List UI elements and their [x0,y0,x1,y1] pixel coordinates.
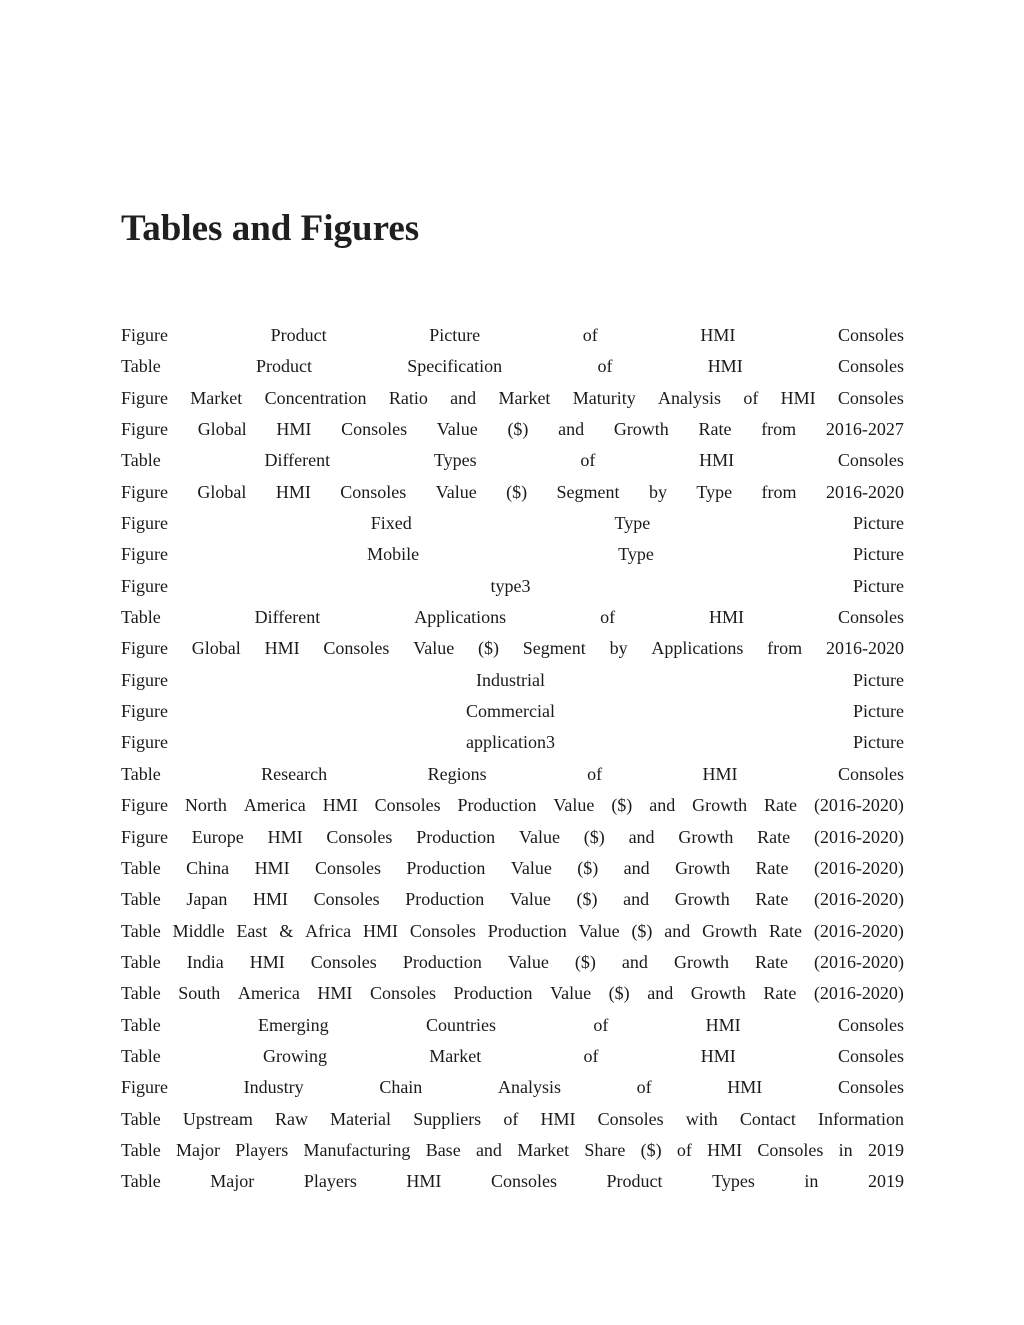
list-item-word: by [609,638,628,659]
list-item-word: Consoles [313,889,380,910]
list-item-word: from [767,638,803,659]
list-item-word: Global [197,481,247,502]
list-item-word: and [621,951,648,972]
list-item-word: Chain [379,1077,423,1098]
list-item [121,508,904,539]
list-item-word: 2016-2027 [825,419,904,440]
list-item [121,1072,904,1103]
list-item-word: from [761,419,797,440]
list-item-word: Different [254,607,321,628]
list-item-word: Consoles [369,983,436,1004]
list-item-word: Commercial [466,701,555,722]
list-item-word: Figure [121,387,168,408]
list-item-word: Production [402,951,482,972]
list-item-word: Consoles [837,325,904,345]
list-item [121,759,904,790]
list-item-word: & [279,920,294,941]
list-item-word: Value [413,638,455,659]
list-item-word: Manufacturing [303,1139,411,1160]
list-item-word: ($) [576,889,598,910]
list-item [121,1104,904,1135]
list-item-word: of [597,356,613,377]
list-item [121,978,904,1009]
list-item [121,947,904,978]
list-item-word: Maturity [572,387,636,408]
table-of-figures-list [121,320,904,1198]
list-item-word: China [186,857,230,878]
list-item-word: ($) [577,857,599,878]
list-item-word: East [236,920,268,941]
list-item-word: Types [712,1171,755,1192]
list-item [121,696,904,727]
list-item-word: Concentration [264,387,367,408]
list-item-word: HMI [707,1139,743,1160]
list-item-word: Table [121,951,161,972]
list-item-word: Figure [121,795,168,816]
list-item-word: Analysis [497,1077,561,1098]
list-item-word: America [243,795,306,816]
list-item-word: HMI [254,857,290,878]
list-item-word: Growth [692,795,748,816]
list-item-word: Picture [853,669,904,690]
list-item-word: HMI [317,983,353,1004]
list-item-word: Japan [186,889,228,910]
list-item-word: Table [121,607,161,628]
list-item-word: Players [303,1171,357,1192]
list-item-word: HMI [780,387,816,408]
list-item-word: Figure [121,701,168,722]
list-item-word: 2019 [867,1171,904,1192]
list-item-word: Growth [674,889,730,910]
list-item-word: Table [121,356,161,377]
list-item-word: Major [175,1139,220,1160]
list-item [121,853,904,884]
list-item-word: of [587,763,603,784]
list-item-word: Growth [613,419,669,440]
list-item-word: Market [429,1045,482,1066]
list-item-word: Product [255,356,312,377]
list-item-word: Consoles [837,387,904,408]
list-item-word: Table [121,450,161,471]
list-item-word: Picture [852,544,904,565]
list-item-word: and [664,920,691,941]
list-item-word: HMI [705,1014,741,1035]
list-item-word: Regions [427,763,487,784]
list-item-word: of [582,325,598,345]
list-item-word: Industry [243,1077,304,1098]
list-item-word: Consoles [837,607,904,628]
list-item [121,602,904,633]
list-item [121,1166,904,1197]
list-item-word: Applications [414,607,507,628]
list-item-word: Growth [702,920,758,941]
list-item-word: HMI [707,356,743,377]
list-item-word: Growth [675,857,731,878]
list-item-word: Production [406,857,486,878]
list-item-word: Fixed [370,513,412,534]
list-item-word: Consoles [374,795,441,816]
list-item-word: HMI [276,419,312,440]
list-item [121,414,904,445]
list-item-word: and [450,387,477,408]
list-item-word: 2016-2020 [825,481,904,502]
list-item-word: (2016-2020) [813,826,904,847]
list-item-word: HMI [540,1108,576,1129]
list-item-word: Table [121,1171,161,1192]
list-item [121,539,904,570]
list-item-word: Table [121,889,161,910]
list-item-word: Types [433,450,477,471]
list-item-word: ($) [477,638,499,659]
list-item-word: North [184,795,227,816]
list-item-word: Consoles [326,826,393,847]
list-item-word: Applications [651,638,744,659]
list-item-word: of [636,1077,652,1098]
list-item-word: Rate [698,419,732,440]
list-item-word: Production [457,795,537,816]
list-item-word: in [804,1171,819,1192]
list-item-word: Base [425,1139,461,1160]
list-item-word: Players [235,1139,289,1160]
list-item-word: Information [817,1108,904,1129]
list-item-word: Value [553,795,595,816]
list-item-word: of [593,1014,609,1035]
list-item [121,822,904,853]
list-item-word: Consoles [409,920,476,941]
list-item [121,320,904,351]
list-item-word: Table [121,1139,161,1160]
list-item-word: Figure [121,826,168,847]
list-item-word: HMI [363,920,398,941]
list-item-word: Global [197,419,247,440]
list-item-word: Product [606,1171,663,1192]
list-item-word: by [648,481,667,502]
list-item-word: HMI [275,481,311,502]
list-item [121,633,904,664]
list-item-word: Table [121,857,161,878]
list-item-word: Research [261,763,328,784]
list-item-word: Consoles [340,481,407,502]
list-item [121,445,904,476]
list-item-word: Figure [121,481,168,502]
page-title: Tables and Figures [121,208,420,249]
list-item-word: Table [121,763,161,784]
list-item-word: of [583,1045,599,1066]
list-item-word: Analysis [658,387,722,408]
list-item-word: Consoles [837,763,904,784]
list-item-word: Rate [755,857,789,878]
list-item-word: Value [507,951,549,972]
list-item [121,665,904,696]
list-item-word: South [178,983,221,1004]
list-item-word: Figure [121,732,168,753]
list-item [121,727,904,758]
list-item-word: Production [416,826,496,847]
list-item [121,1135,904,1166]
list-item-word: India [186,951,224,972]
list-item-word: Figure [121,1077,168,1098]
list-item-word: Consoles [341,419,408,440]
list-item-word: (2016-2020) [813,795,904,816]
list-item-word: of [503,1108,519,1129]
list-item-word: Growth [678,826,734,847]
list-item-word: Upstream [182,1108,253,1129]
list-item-word: Consoles [837,1045,904,1066]
list-item-word: Production [453,983,533,1004]
list-item-word: Market [498,387,551,408]
list-item-word: Type [618,544,654,565]
list-item [121,884,904,915]
list-item-word: ($) [506,481,528,502]
list-item [121,383,904,414]
list-item-word: Segment [556,481,620,502]
list-item-word: HMI [249,951,285,972]
list-item-word: Rate [757,826,791,847]
list-item-word: HMI [700,1045,736,1066]
list-item-word: Figure [121,325,168,345]
list-item-word: Figure [121,419,168,440]
list-item-word: Table [121,1014,161,1035]
list-item-word: Value [436,419,478,440]
list-item-word: Production [405,889,485,910]
list-item-word: Growth [673,951,729,972]
list-item-word: (2016-2020) [813,983,904,1004]
list-item-word: Picture [853,513,904,534]
list-item-word: Table [121,983,161,1004]
list-item-word: (2016-2020) [813,920,904,941]
list-item-word: Rate [763,983,797,1004]
list-item-word: Picture [852,701,904,722]
list-item-word: Countries [426,1014,496,1035]
list-item-word: Ratio [388,387,428,408]
list-item-word: Rate [755,889,789,910]
list-item-word: Picture [853,575,904,596]
list-item-word: Global [191,638,241,659]
list-item-word: and [623,857,650,878]
list-item-word: Consoles [597,1108,664,1129]
list-item-word: HMI [322,795,358,816]
list-item-word: of [676,1139,692,1160]
list-item-word: Consoles [837,356,904,377]
list-item-word: Emerging [258,1014,329,1035]
list-item-word: Figure [121,638,168,659]
list-item-word: HMI [252,889,288,910]
list-item-word: Figure [121,575,168,596]
list-item-word: Consoles [314,857,381,878]
list-item-word: ($) [631,920,653,941]
list-item-word: Africa [305,920,352,941]
list-item-word: Growing [262,1045,327,1066]
list-item-word: Growth [690,983,746,1004]
list-item-word: Value [550,983,592,1004]
list-item-word: HMI [700,325,736,345]
list-item-word: Contact [739,1108,796,1129]
list-item-word: Type [696,481,733,502]
list-item-word: Market [517,1139,570,1160]
list-item-word: ($) [640,1139,662,1160]
list-item-word: of [600,607,616,628]
list-item-word: Value [509,889,551,910]
list-item [121,1041,904,1072]
list-item-word: 2019 [867,1139,904,1160]
list-item-word: 2016-2020 [825,638,904,659]
list-item-word: Table [121,1045,161,1066]
list-item [121,1010,904,1041]
list-item-word: HMI [699,450,735,471]
list-item-word: Rate [754,951,788,972]
list-item-word: (2016-2020) [813,889,904,910]
list-item-word: (2016-2020) [814,951,904,972]
list-item-word: Consoles [837,1077,904,1098]
list-item-word: HMI [702,763,738,784]
list-item-word: Middle [172,920,225,941]
list-item-word: Figure [121,544,168,565]
list-item [121,477,904,508]
list-item-word: Share [584,1139,626,1160]
list-item-word: Consoles [490,1171,557,1192]
list-item-word: Market [190,387,243,408]
list-item-word: and [647,983,674,1004]
list-item [121,916,904,947]
list-item-word: Figure [121,513,168,534]
list-item [121,351,904,382]
list-item-word: America [237,983,300,1004]
list-item-word: HMI [709,607,745,628]
list-item-word: Figure [121,669,168,690]
list-item-word: HMI [267,826,303,847]
list-item-word: Consoles [837,450,904,471]
list-item-word: application3 [466,732,555,753]
list-item-word: Rate [769,920,803,941]
list-item-word: ($) [507,419,529,440]
list-item-word: HMI [406,1171,442,1192]
list-item-word: Raw [274,1108,308,1129]
list-item [121,571,904,602]
list-item-word: Major [210,1171,255,1192]
list-item-word: and [475,1139,502,1160]
list-item-word: type3 [490,575,531,596]
list-item-word: Europe [191,826,244,847]
list-item-word: and [558,419,585,440]
list-item-word: HMI [727,1077,763,1098]
list-item-word: Different [264,450,331,471]
list-item-word: Picture [429,325,481,345]
list-item-word: from [761,481,797,502]
list-item-word: ($) [583,826,605,847]
list-item-word: Industrial [476,669,545,690]
list-item-word: in [838,1139,853,1160]
list-item-word: Specification [407,356,503,377]
list-item-word: Consoles [310,951,377,972]
list-item-word: Type [614,513,651,534]
list-item-word: Picture [852,732,904,753]
list-item-word: ($) [608,983,630,1004]
list-item-word: Table [121,920,161,941]
list-item-word: Value [510,857,552,878]
list-item-word: Segment [522,638,586,659]
list-item-word: of [743,387,759,408]
list-item-word: Rate [764,795,798,816]
list-item-word: (2016-2020) [813,857,904,878]
list-item-word: ($) [574,951,596,972]
list-item-word: HMI [264,638,300,659]
list-item-word: Production [487,920,567,941]
list-item-word: Consoles [757,1139,824,1160]
list-item-word: Material [330,1108,392,1129]
list-item-word: Mobile [367,544,420,565]
list-item-word: and [628,826,655,847]
list-item-word: ($) [611,795,633,816]
list-item-word: with [685,1108,718,1129]
list-item [121,790,904,821]
list-item-word: Table [121,1108,161,1129]
list-item-word: Consoles [837,1014,904,1035]
list-item-word: Value [518,826,560,847]
list-item-word: Suppliers [413,1108,482,1129]
list-item-word: and [623,889,650,910]
list-item-word: and [649,795,676,816]
list-item-word: of [580,450,596,471]
list-item-word: Consoles [323,638,390,659]
list-item-word: Value [578,920,620,941]
list-item-word: Product [270,325,327,345]
list-item-word: Value [435,481,477,502]
